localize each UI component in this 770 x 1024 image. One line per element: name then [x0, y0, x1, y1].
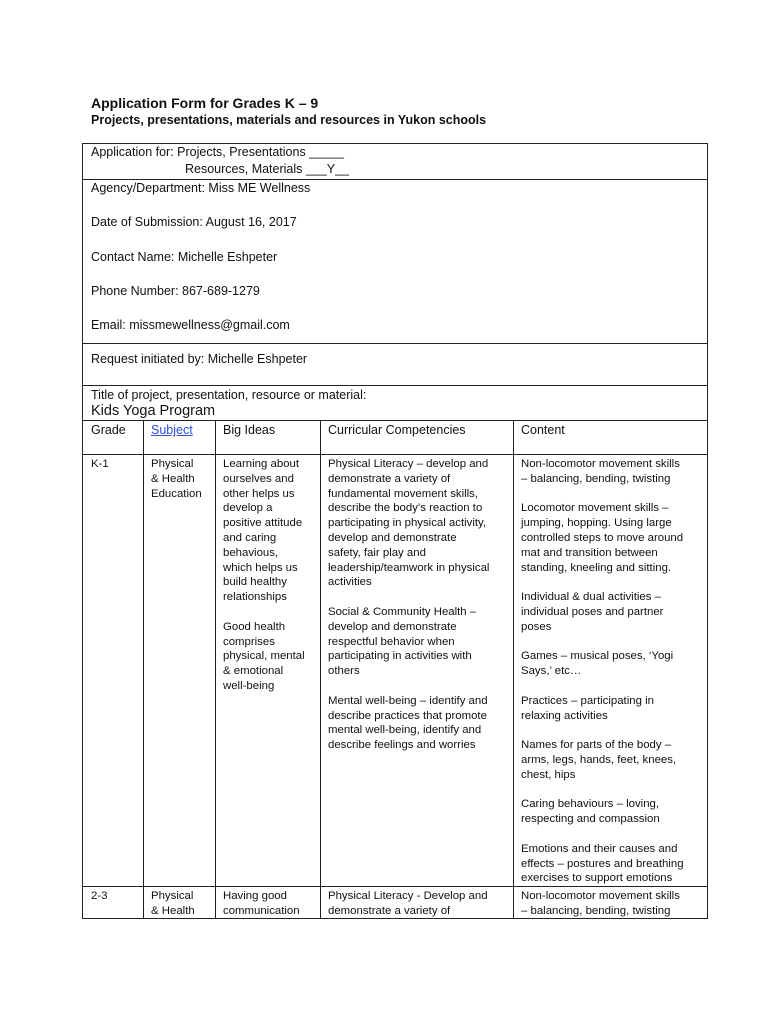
cell-line: communication: [223, 904, 300, 917]
row-subject: [151, 457, 202, 501]
cell-line: Practices – participating in: [521, 694, 654, 707]
cell-line: standing, kneeling and sitting.: [521, 561, 672, 574]
cell-line: Physical: [151, 458, 194, 470]
cell-line: Individual & dual activities –: [521, 591, 661, 604]
row-content: [521, 889, 680, 919]
row-subject: [151, 889, 195, 919]
header-subject-link[interactable]: Subject: [151, 423, 193, 437]
email-field: Email: missmewellness@gmail.com: [91, 318, 290, 332]
cell-line: safety, fair play and: [328, 546, 426, 559]
cell-line: chest, hips: [521, 768, 576, 781]
application-for-line2: Resources, Materials ___Y__: [185, 162, 349, 176]
cell-line: Mental well-being – identify and: [328, 694, 488, 707]
row-grade: 2-3: [91, 890, 108, 902]
line-gap: [521, 827, 684, 842]
divider: [82, 179, 708, 180]
date-field: Date of Submission: August 16, 2017: [91, 215, 297, 229]
cell-line: develop and demonstrate: [328, 531, 457, 544]
line-gap: [328, 590, 489, 605]
cell-line: – balancing, bending, twisting: [521, 472, 671, 485]
cell-line: activities: [328, 576, 372, 589]
column-divider: [513, 420, 514, 919]
cell-line: fundamental movement skills,: [328, 487, 479, 500]
line-gap: [521, 783, 684, 798]
column-divider: [320, 420, 321, 919]
form-title: Application Form for Grades K – 9: [91, 95, 319, 111]
cell-line: develop a: [223, 502, 273, 515]
row-grade: K-1: [91, 458, 109, 470]
title-label: Title of project, presentation, resource or material:: [91, 388, 367, 402]
cell-line: Names for parts of the body –: [521, 739, 672, 752]
line-gap: [521, 575, 684, 590]
cell-line: poses: [521, 620, 552, 633]
cell-line: build healthy: [223, 576, 287, 589]
cell-line: effects – postures and breathing: [521, 857, 684, 870]
cell-line: Non-locomotor movement skills: [521, 458, 680, 470]
cell-line: participating in physical activity,: [328, 517, 487, 530]
cell-line: Learning about: [223, 458, 300, 470]
cell-line: & Health: [151, 472, 195, 485]
cell-line: Physical: [151, 890, 194, 902]
cell-line: demonstrate a variety of: [328, 472, 451, 485]
line-gap: [521, 679, 684, 694]
form-subtitle: Projects, presentations, materials and resources in Yukon schools: [91, 113, 487, 127]
header-competencies: Curricular Competencies: [328, 423, 466, 437]
cell-line: relationships: [223, 591, 287, 604]
cell-line: mental well-being, identify and: [328, 724, 482, 737]
line-gap: [521, 723, 684, 738]
cell-line: Caring behaviours – loving,: [521, 798, 660, 811]
cell-line: Locomotor movement skills –: [521, 502, 669, 515]
cell-line: ourselves and: [223, 472, 294, 485]
cell-line: Physical Literacy - Develop and: [328, 890, 488, 902]
request-field: Request initiated by: Michelle Eshpeter: [91, 352, 308, 366]
project-title: Kids Yoga Program: [91, 403, 216, 419]
line-gap: [521, 635, 684, 650]
row-competencies: [328, 889, 488, 919]
cell-line: behavious,: [223, 546, 279, 559]
cell-line: physical, mental: [223, 650, 305, 663]
cell-line: Good health: [223, 620, 286, 633]
divider: [82, 420, 708, 421]
cell-line: Says,’ etc…: [521, 665, 582, 678]
row-content: [521, 457, 684, 886]
cell-line: describe the body’s reaction to: [328, 502, 483, 515]
cell-line: Emotions and their causes and: [521, 842, 678, 855]
cell-line: & emotional: [223, 665, 284, 678]
application-for-line1: Application for: Projects, Presentations _____: [91, 145, 344, 159]
cell-line: other helps us: [223, 487, 295, 500]
cell-line: others: [328, 665, 360, 678]
cell-line: & Health: [151, 904, 195, 917]
agency-field: Agency/Department: Miss ME Wellness: [91, 181, 311, 195]
cell-line: Education: [151, 487, 202, 500]
column-divider: [215, 420, 216, 919]
contact-field: Contact Name: Michelle Eshpeter: [91, 250, 278, 264]
header-grade: Grade: [91, 423, 126, 437]
cell-line: well-being: [223, 679, 275, 692]
divider: [82, 886, 708, 887]
cell-line: respectful behavior when: [328, 635, 455, 648]
cell-line: positive attitude: [223, 517, 303, 530]
cell-line: exercises to support emotions: [521, 872, 673, 885]
header-big-ideas: Big Ideas: [223, 423, 276, 437]
cell-line: Physical Literacy – develop and: [328, 458, 489, 470]
phone-field: Phone Number: 867-689-1279: [91, 284, 260, 298]
row-competencies: [328, 457, 489, 753]
column-divider: [143, 420, 144, 919]
cell-line: comprises: [223, 635, 275, 648]
cell-line: – balancing, bending, twisting: [521, 904, 671, 917]
header-content: Content: [521, 423, 565, 437]
cell-line: Games – musical poses, ‘Yogi: [521, 650, 674, 663]
line-gap: [328, 679, 489, 694]
row-big-ideas: [223, 457, 305, 694]
divider: [82, 343, 708, 344]
line-gap: [223, 605, 305, 620]
cell-line: develop and demonstrate: [328, 620, 457, 633]
cell-line: Social & Community Health –: [328, 605, 477, 618]
cell-line: mat and transition between: [521, 546, 658, 559]
cell-line: relaxing activities: [521, 709, 608, 722]
divider: [82, 454, 708, 455]
cell-line: participating in activities with: [328, 650, 472, 663]
cell-line: and caring: [223, 531, 277, 544]
cell-line: describe feelings and worries: [328, 739, 476, 752]
divider: [82, 385, 708, 386]
cell-line: controlled steps to move around: [521, 531, 684, 544]
cell-line: Non-locomotor movement skills: [521, 890, 680, 902]
row-big-ideas: [223, 889, 300, 919]
line-gap: [521, 487, 684, 502]
cell-line: arms, legs, hands, feet, knees,: [521, 753, 677, 766]
cell-line: describe practices that promote: [328, 709, 487, 722]
cell-line: leadership/teamwork in physical: [328, 561, 490, 574]
cell-line: respecting and compassion: [521, 813, 660, 826]
cell-line: individual poses and partner: [521, 605, 664, 618]
cell-line: jumping, hopping. Using large: [521, 517, 672, 530]
cell-line: Having good: [223, 890, 287, 902]
cell-line: demonstrate a variety of: [328, 904, 451, 917]
cell-line: which helps us: [223, 561, 298, 574]
